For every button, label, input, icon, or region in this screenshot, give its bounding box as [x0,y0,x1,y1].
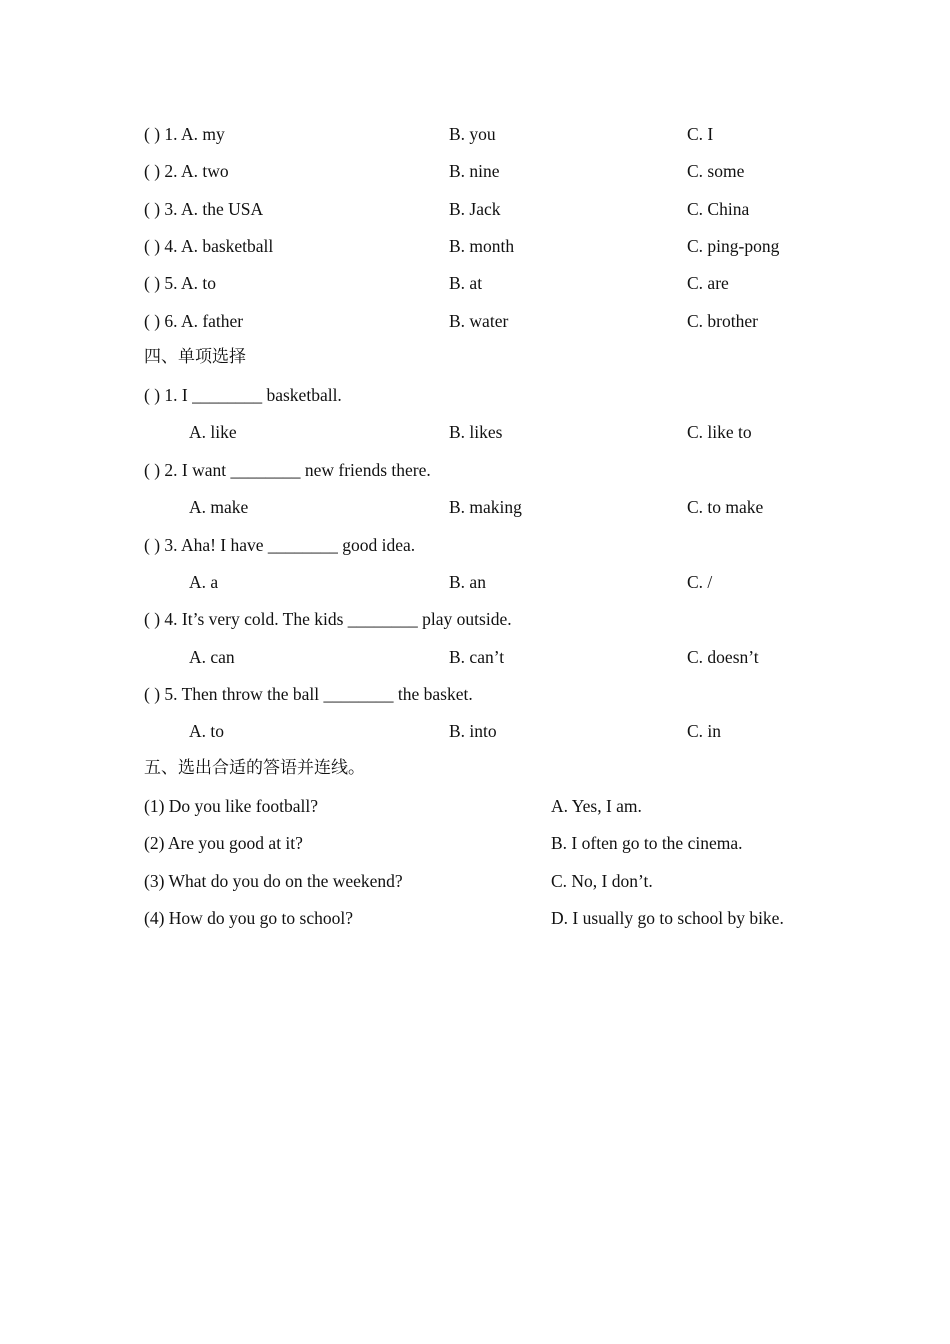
question-options-row [0,643,950,671]
question-options-row [0,418,950,446]
option-c: C. / [687,572,713,592]
question-stem-row [0,531,950,559]
item-row [0,307,950,335]
item-row [0,120,950,148]
item-question: ( ) 3. A. the USA [144,199,264,219]
section-heading [0,754,950,782]
match-answer: D. I usually go to school by bike. [551,908,784,928]
item-row [0,232,950,260]
match-row [0,867,950,895]
option-b: B. making [449,497,522,517]
item-option-b: B. month [449,236,515,256]
item-option-c: C. brother [687,311,758,331]
option-c: C. to make [687,497,764,517]
question-stem: ( ) 5. Then throw the ball ________ the basket. [144,684,473,704]
item-option-b: B. at [449,273,483,293]
item-question: ( ) 2. A. two [144,161,229,181]
question-stem-row [0,381,950,409]
option-a: A. a [189,572,219,592]
question-stem: ( ) 4. It’s very cold. The kids ________ play outside. [144,609,512,629]
question-stem: ( ) 2. I want ________ new friends there. [144,460,431,480]
option-b: B. can’t [449,647,505,667]
question-stem-row [0,456,950,484]
match-question: (2) Are you good at it? [144,833,303,853]
item-option-b: B. Jack [449,199,501,219]
item-row [0,195,950,223]
option-c: C. in [687,721,722,741]
option-c: C. doesn’t [687,647,759,667]
question-stem-row [0,605,950,633]
option-c: C. like to [687,422,752,442]
item-row [0,269,950,297]
option-a: A. to [189,721,224,741]
option-a: A. can [189,647,235,667]
match-row [0,904,950,932]
option-b: B. an [449,572,486,592]
question-stem: ( ) 1. I ________ basketball. [144,385,342,405]
match-answer: B. I often go to the cinema. [551,833,743,853]
section-title: 五、选出合适的答语并连线。 [144,758,365,778]
item-option-c: C. ping-pong [687,236,780,256]
match-row [0,792,950,820]
item-option-c: C. China [687,199,750,219]
item-question: ( ) 4. A. basketball [144,236,274,256]
question-stem-row [0,680,950,708]
item-option-b: B. water [449,311,509,331]
option-a: A. make [189,497,249,517]
item-question: ( ) 5. A. to [144,273,216,293]
section-heading [0,343,950,371]
item-option-c: C. I [687,124,714,144]
question-options-row [0,717,950,745]
match-answer: C. No, I don’t. [551,871,653,891]
item-option-c: C. some [687,161,745,181]
match-row [0,829,950,857]
match-answer: A. Yes, I am. [551,796,642,816]
question-options-row [0,568,950,596]
match-question: (4) How do you go to school? [144,908,354,928]
item-question: ( ) 1. A. my [144,124,225,144]
section-title: 四、单项选择 [144,347,246,367]
question-stem: ( ) 3. Aha! I have ________ good idea. [144,535,416,555]
option-a: A. like [189,422,237,442]
match-question: (3) What do you do on the weekend? [144,871,403,891]
option-b: B. into [449,721,497,741]
item-option-c: C. are [687,273,729,293]
match-question: (1) Do you like football? [144,796,318,816]
item-row [0,157,950,185]
question-options-row [0,493,950,521]
item-question: ( ) 6. A. father [144,311,244,331]
option-b: B. likes [449,422,503,442]
item-option-b: B. nine [449,161,500,181]
item-option-b: B. you [449,124,496,144]
